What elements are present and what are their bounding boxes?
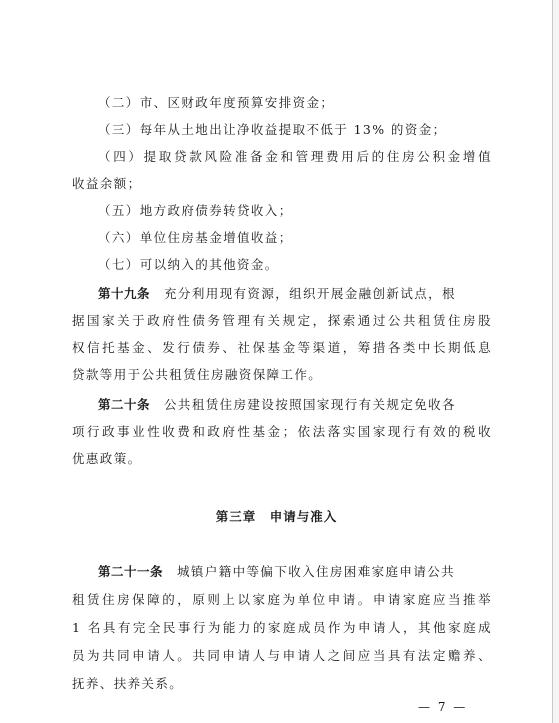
article-20-line-2: 项行政事业性收费和政府性基金；依法落实国家现行有效的税收 (72, 424, 492, 439)
article-21-line-3: 1 名具有完全民事行为能力的家庭成员作为申请人，其他家庭成 (72, 620, 492, 635)
article-19-line-2: 据国家关于政府性债务管理有关规定，探索通过公共租赁住房股 (72, 313, 492, 328)
article-19-text: 充分利用现有资源，组织开展金融创新试点，根 (164, 286, 456, 301)
page-number: — 7 — (418, 700, 468, 714)
list-item-6: （六）单位住房基金增值收益； (98, 230, 293, 245)
chapter-heading: 第三章 申请与准入 (215, 509, 338, 524)
article-19-first-line (98, 286, 492, 302)
article-19-line-3: 权信托基金、发行债券、社保基金等渠道，筹措各类中长期低息 (72, 340, 492, 355)
article-20-heading: 第二十条 (98, 397, 151, 412)
article-21-text: 城镇户籍中等偏下收入住房困难家庭申请公共 (177, 564, 456, 579)
article-21-line-2: 租赁住房保障的，原则上以家庭为单位申请。申请家庭应当推举 (72, 592, 492, 607)
list-item-4-continued: 收益余额； (72, 176, 142, 191)
list-item-2: （二）市、区财政年度预算安排资金； (98, 95, 335, 110)
article-21-first-line (98, 564, 492, 580)
article-19-line-4: 贷款等用于公共租赁住房融资保障工作。 (72, 367, 323, 382)
article-21-line-5: 抚养、扶养关系。 (72, 676, 184, 691)
list-item-4: （四）提取贷款风险准备金和管理费用后的住房公积金增值 (98, 149, 492, 164)
article-21-line-4: 员为共同申请人。共同申请人与申请人之间应当具有法定赡养、 (72, 648, 492, 663)
list-item-3: （三）每年从土地出让净收益提取不低于 13% 的资金； (98, 122, 447, 137)
article-21-heading: 第二十一条 (98, 564, 164, 579)
article-20-text: 公共租赁住房建设按照国家现行有关规定免收各 (164, 397, 456, 412)
list-item-5: （五）地方政府债券转贷收入； (98, 203, 293, 218)
article-20-first-line (98, 397, 492, 413)
article-20-line-3: 优惠政策。 (72, 451, 142, 466)
list-item-7: （七）可以纳入的其他资金。 (98, 257, 279, 272)
article-19-heading: 第十九条 (98, 286, 151, 301)
